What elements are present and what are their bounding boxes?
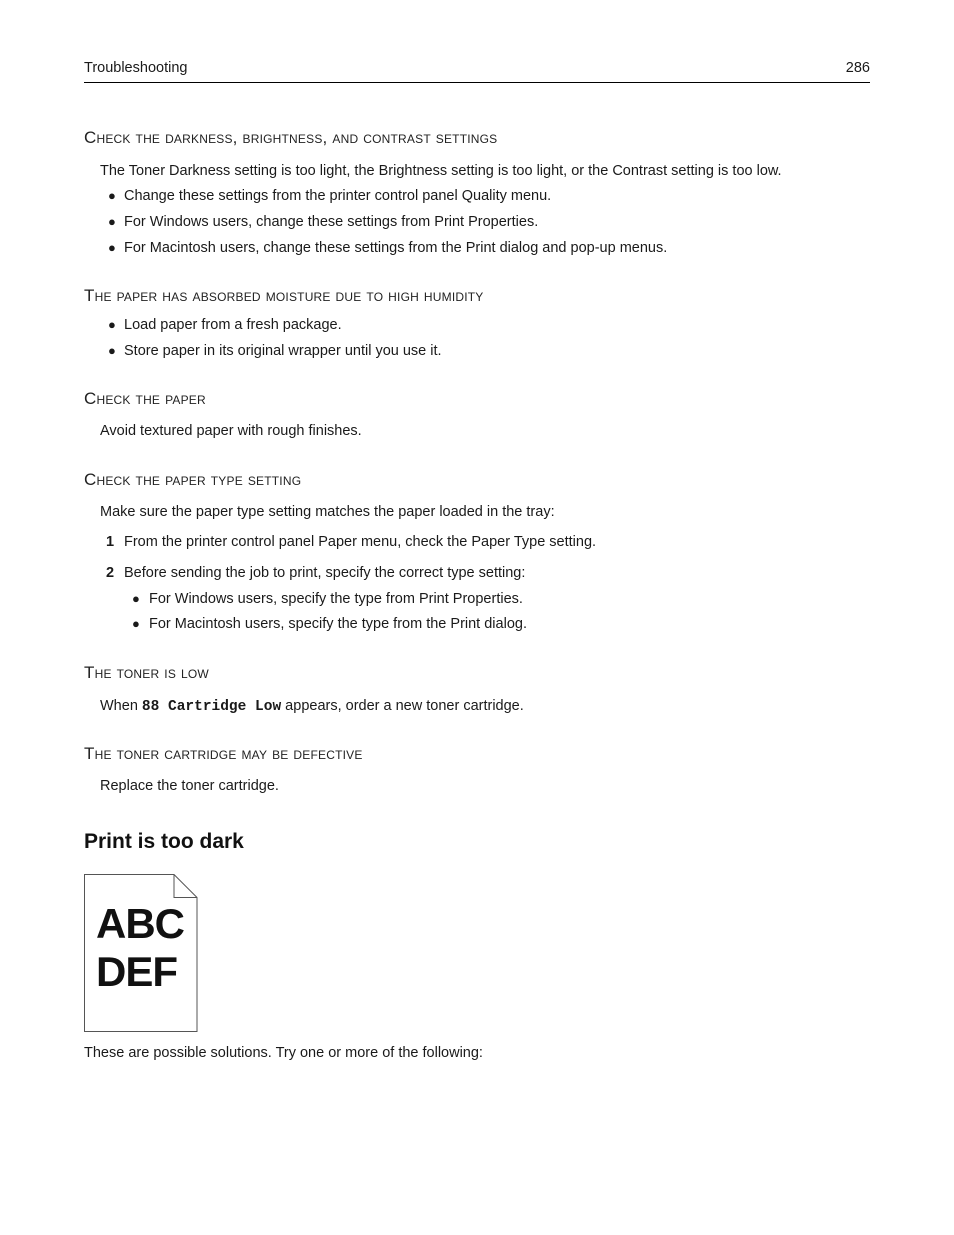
numbered-step: 2 Before sending the job to print, specify the correct type setting:	[106, 565, 526, 581]
toner-defective-text: Replace the toner cartridge.	[100, 778, 279, 794]
list-item: ● Change these settings from the printer control panel Quality menu.	[108, 188, 552, 204]
bullet-icon: ●	[132, 616, 140, 631]
message-code: 88 Cartridge Low	[141, 699, 282, 715]
heading-toner-defective: The toner cartridge may be defective	[84, 744, 363, 763]
page-header	[84, 60, 870, 83]
list-item: ● For Macintosh users, specify the type from the Print dialog.	[132, 616, 527, 632]
bullet-icon: ●	[132, 591, 140, 606]
bullet-icon: ●	[108, 188, 116, 203]
list-item: ● For Windows users, specify the type from Print Properties.	[132, 591, 523, 607]
bullet-icon: ●	[108, 214, 116, 229]
sample-text: ABC DEF	[96, 900, 184, 995]
heading-check-paper: Check the paper	[84, 389, 206, 408]
list-item: ● Store paper in its original wrapper until you use it.	[108, 343, 442, 359]
dark-print-sample-figure	[84, 874, 198, 1032]
darkness-intro: The Toner Darkness setting is too light, the Brightness setting is too light, or the Contrast setting is too low.	[100, 163, 782, 179]
paper-type-intro: Make sure the paper type setting matches the paper loaded in the tray:	[100, 504, 555, 520]
heading-check-darkness: Check the darkness, brightness, and contrast settings	[84, 128, 498, 147]
list-item: ● For Macintosh users, change these settings from the Print dialog and pop-up menus.	[108, 240, 668, 256]
bullet-icon: ●	[108, 317, 116, 332]
paper-text: Avoid textured paper with rough finishes.	[100, 423, 362, 439]
list-item: ● Load paper from a fresh package.	[108, 317, 342, 333]
list-item: ● For Windows users, change these settings from Print Properties.	[108, 214, 539, 230]
numbered-step: 1 From the printer control panel Paper menu, check the Paper Type setting.	[106, 534, 597, 550]
heading-moisture: The paper has absorbed moisture due to high humidity	[84, 286, 484, 305]
toner-low-text: When 88 Cartridge Low appears, order a new toner cartridge.	[100, 698, 524, 715]
print-too-dark-intro: These are possible solutions. Try one or more of the following:	[84, 1045, 483, 1061]
bullet-icon: ●	[108, 343, 116, 358]
header-section-title: Troubleshooting	[84, 60, 188, 76]
heading-paper-type: Check the paper type setting	[84, 470, 302, 489]
heading-toner-low: The toner is low	[84, 663, 209, 682]
page-number: 286	[845, 60, 870, 76]
bullet-icon: ●	[108, 240, 116, 255]
heading-print-too-dark: Print is too dark	[84, 830, 244, 853]
